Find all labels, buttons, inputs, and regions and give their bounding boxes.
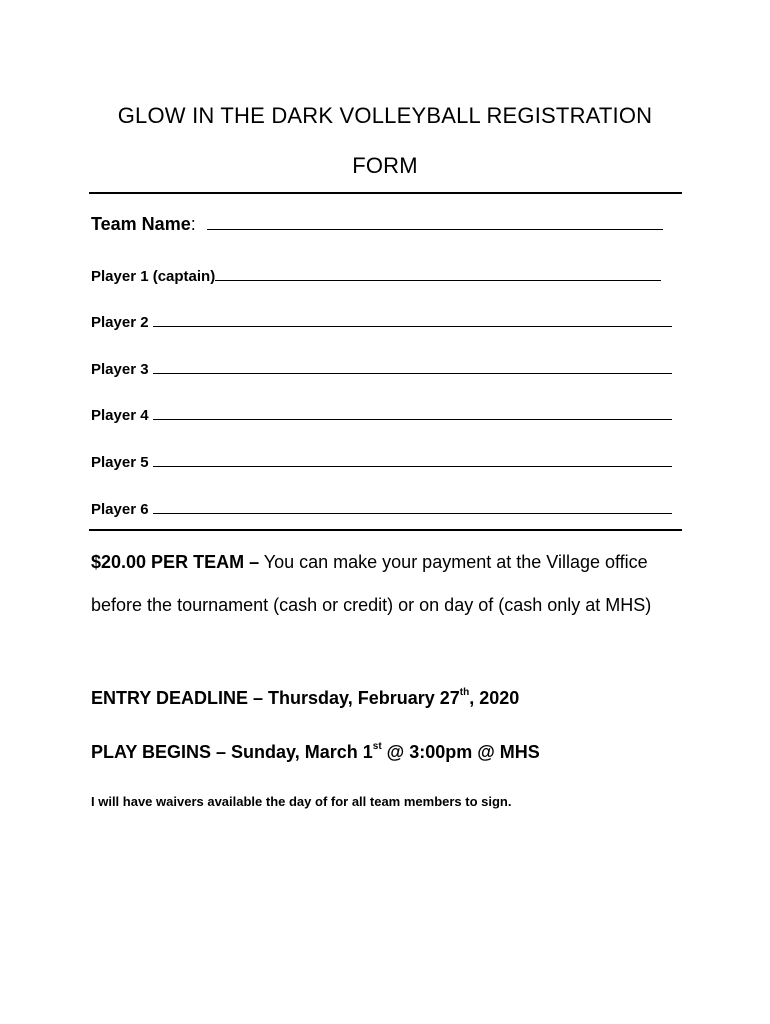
- player-1-label: Player 1 (captain): [91, 268, 216, 285]
- player-row: [91, 313, 672, 331]
- form-title-line-2: FORM: [352, 153, 418, 178]
- player-row: [91, 453, 672, 471]
- play-begins: [91, 742, 540, 763]
- price-label: $20.00 PER TEAM –: [91, 552, 260, 572]
- deadline-ordinal: th: [459, 687, 470, 698]
- player-5-label: Player 5: [91, 454, 149, 471]
- player-row: [91, 267, 661, 285]
- deadline-year: , 2020: [469, 688, 520, 708]
- player-1-field[interactable]: [215, 267, 661, 281]
- entry-deadline: [91, 688, 519, 709]
- player-4-field[interactable]: [153, 406, 672, 420]
- player-4-label: Player 4: [91, 407, 149, 424]
- payment-text: You can make your payment at the Village office before the tournament (cash or credit) or on day of (cash only at MHS): [91, 552, 652, 615]
- team-name-field[interactable]: [207, 216, 663, 230]
- waiver-note: I will have waivers available the day of for all team members to sign.: [91, 794, 512, 809]
- player-2-field[interactable]: [153, 313, 672, 327]
- player-row: [91, 406, 672, 424]
- team-name-label: Team Name: [91, 214, 191, 234]
- player-row: [91, 500, 672, 518]
- player-3-label: Player 3: [91, 361, 149, 378]
- play-time-location: @ 3:00pm @ MHS: [381, 742, 540, 762]
- play-text: PLAY BEGINS – Sunday, March 1: [91, 742, 373, 762]
- player-row: [91, 360, 672, 378]
- player-6-field[interactable]: [153, 500, 672, 514]
- team-name-colon: :: [190, 214, 196, 234]
- play-ordinal: st: [372, 741, 382, 752]
- form-title-line-1: GLOW IN THE DARK VOLLEYBALL REGISTRATION: [117, 103, 653, 128]
- player-2-label: Player 2: [91, 314, 149, 331]
- player-5-field[interactable]: [153, 453, 672, 467]
- player-3-field[interactable]: [153, 360, 672, 374]
- payment-paragraph: [91, 541, 691, 627]
- bottom-divider: [89, 529, 682, 531]
- top-divider: [89, 192, 682, 194]
- deadline-text: ENTRY DEADLINE – Thursday, February 27: [91, 688, 460, 708]
- team-name-row: [91, 214, 663, 235]
- player-6-label: Player 6: [91, 501, 149, 518]
